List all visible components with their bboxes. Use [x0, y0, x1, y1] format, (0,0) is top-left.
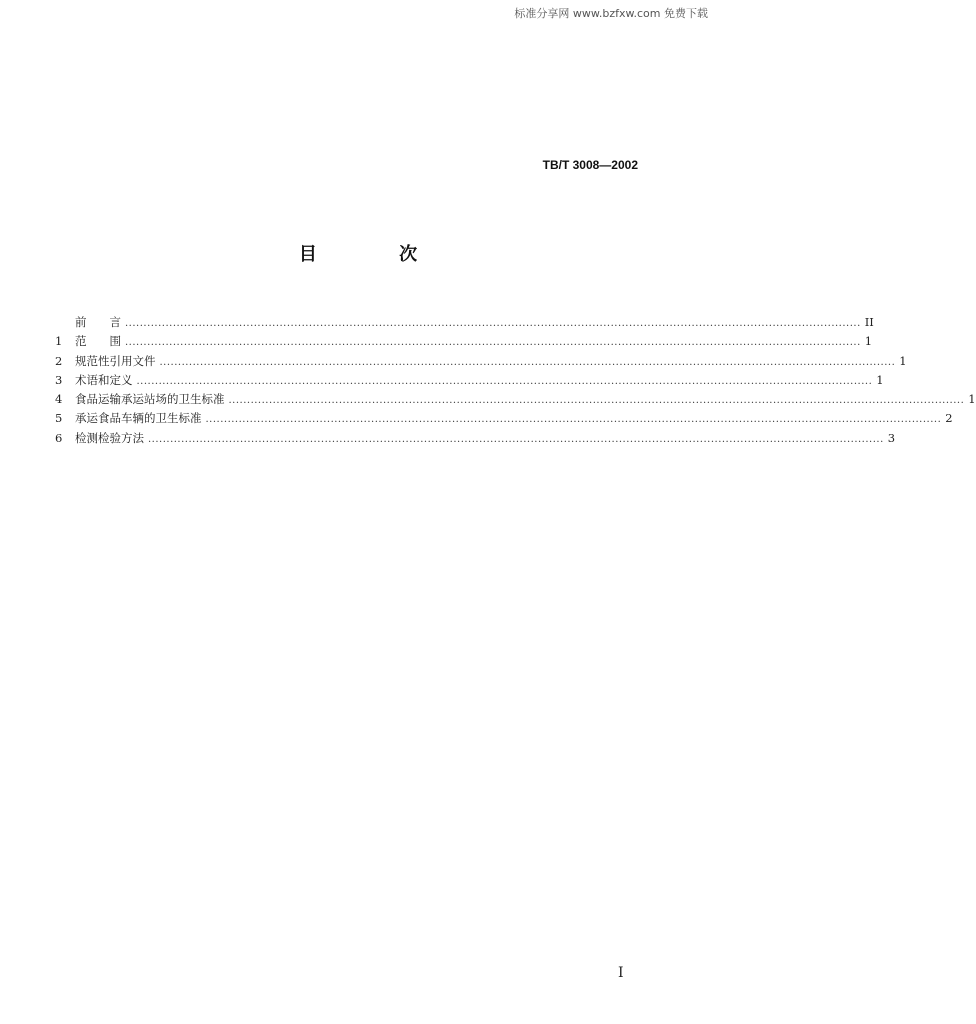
- toc-leader-dots: ........................................................................................................................................................................................................: [228, 395, 965, 407]
- toc-leader-dots: ........................................................................................................................................................................................................: [159, 356, 896, 368]
- toc-leader-dots: ........................................................................................................................................................................................................: [125, 337, 861, 349]
- toc-entry-station-hygiene: [55, 390, 976, 409]
- toc-entry-page: 1: [968, 392, 976, 407]
- toc-entry-page: 3: [887, 430, 896, 445]
- toc-leader-dots: ........................................................................................................................................................................................................: [148, 433, 884, 445]
- toc-entry-label: 前 言: [75, 315, 121, 329]
- toc-entry-scope: [55, 332, 873, 351]
- toc-entry-label: 术语和定义: [75, 372, 133, 387]
- table-of-contents: [55, 313, 976, 448]
- toc-entry-label: 检测检验方法: [75, 430, 144, 445]
- toc-entry-page: 1: [899, 353, 907, 368]
- toc-entry-label: 规范性引用文件: [75, 353, 156, 368]
- toc-leader-dots: ........................................................................................................................................................................................................: [136, 375, 873, 387]
- toc-entry-number: 4: [55, 392, 63, 407]
- toc-entry-label: 范 围: [75, 334, 121, 349]
- toc-leader-dots: ........................................................................................................................................................................................................: [205, 414, 942, 426]
- toc-entry-number: 1: [55, 334, 63, 349]
- toc-entry-label: 食品运输承运站场的卫生标准: [75, 392, 225, 407]
- toc-entry-terms-definitions: [55, 371, 884, 390]
- toc-entry-vehicle-hygiene: [55, 409, 953, 428]
- toc-entry-label: 承运食品车辆的卫生标准: [75, 411, 202, 426]
- toc-entry-page: II: [864, 315, 874, 329]
- toc-entry-number: 3: [55, 372, 63, 387]
- standard-code: TB/T 3008—2002: [542, 158, 638, 172]
- toc-entry-number: 6: [55, 430, 63, 445]
- page-number: I: [618, 965, 624, 981]
- page-title: 目 次: [298, 244, 456, 265]
- toc-entry-number: 5: [55, 411, 63, 426]
- toc-entry-number: 2: [55, 353, 63, 368]
- toc-entry-test-methods: [55, 429, 896, 448]
- toc-leader-dots: ........................................................................................................................................................................................................: [125, 318, 861, 329]
- watermark-text: 标准分享网 www.bzfxw.com 免费下载: [514, 7, 708, 20]
- toc-entry-normative-references: [55, 352, 907, 371]
- toc-entry-foreword: [55, 313, 874, 332]
- toc-entry-page: 1: [876, 372, 884, 387]
- toc-entry-page: 1: [864, 334, 873, 349]
- toc-entry-page: 2: [945, 411, 953, 426]
